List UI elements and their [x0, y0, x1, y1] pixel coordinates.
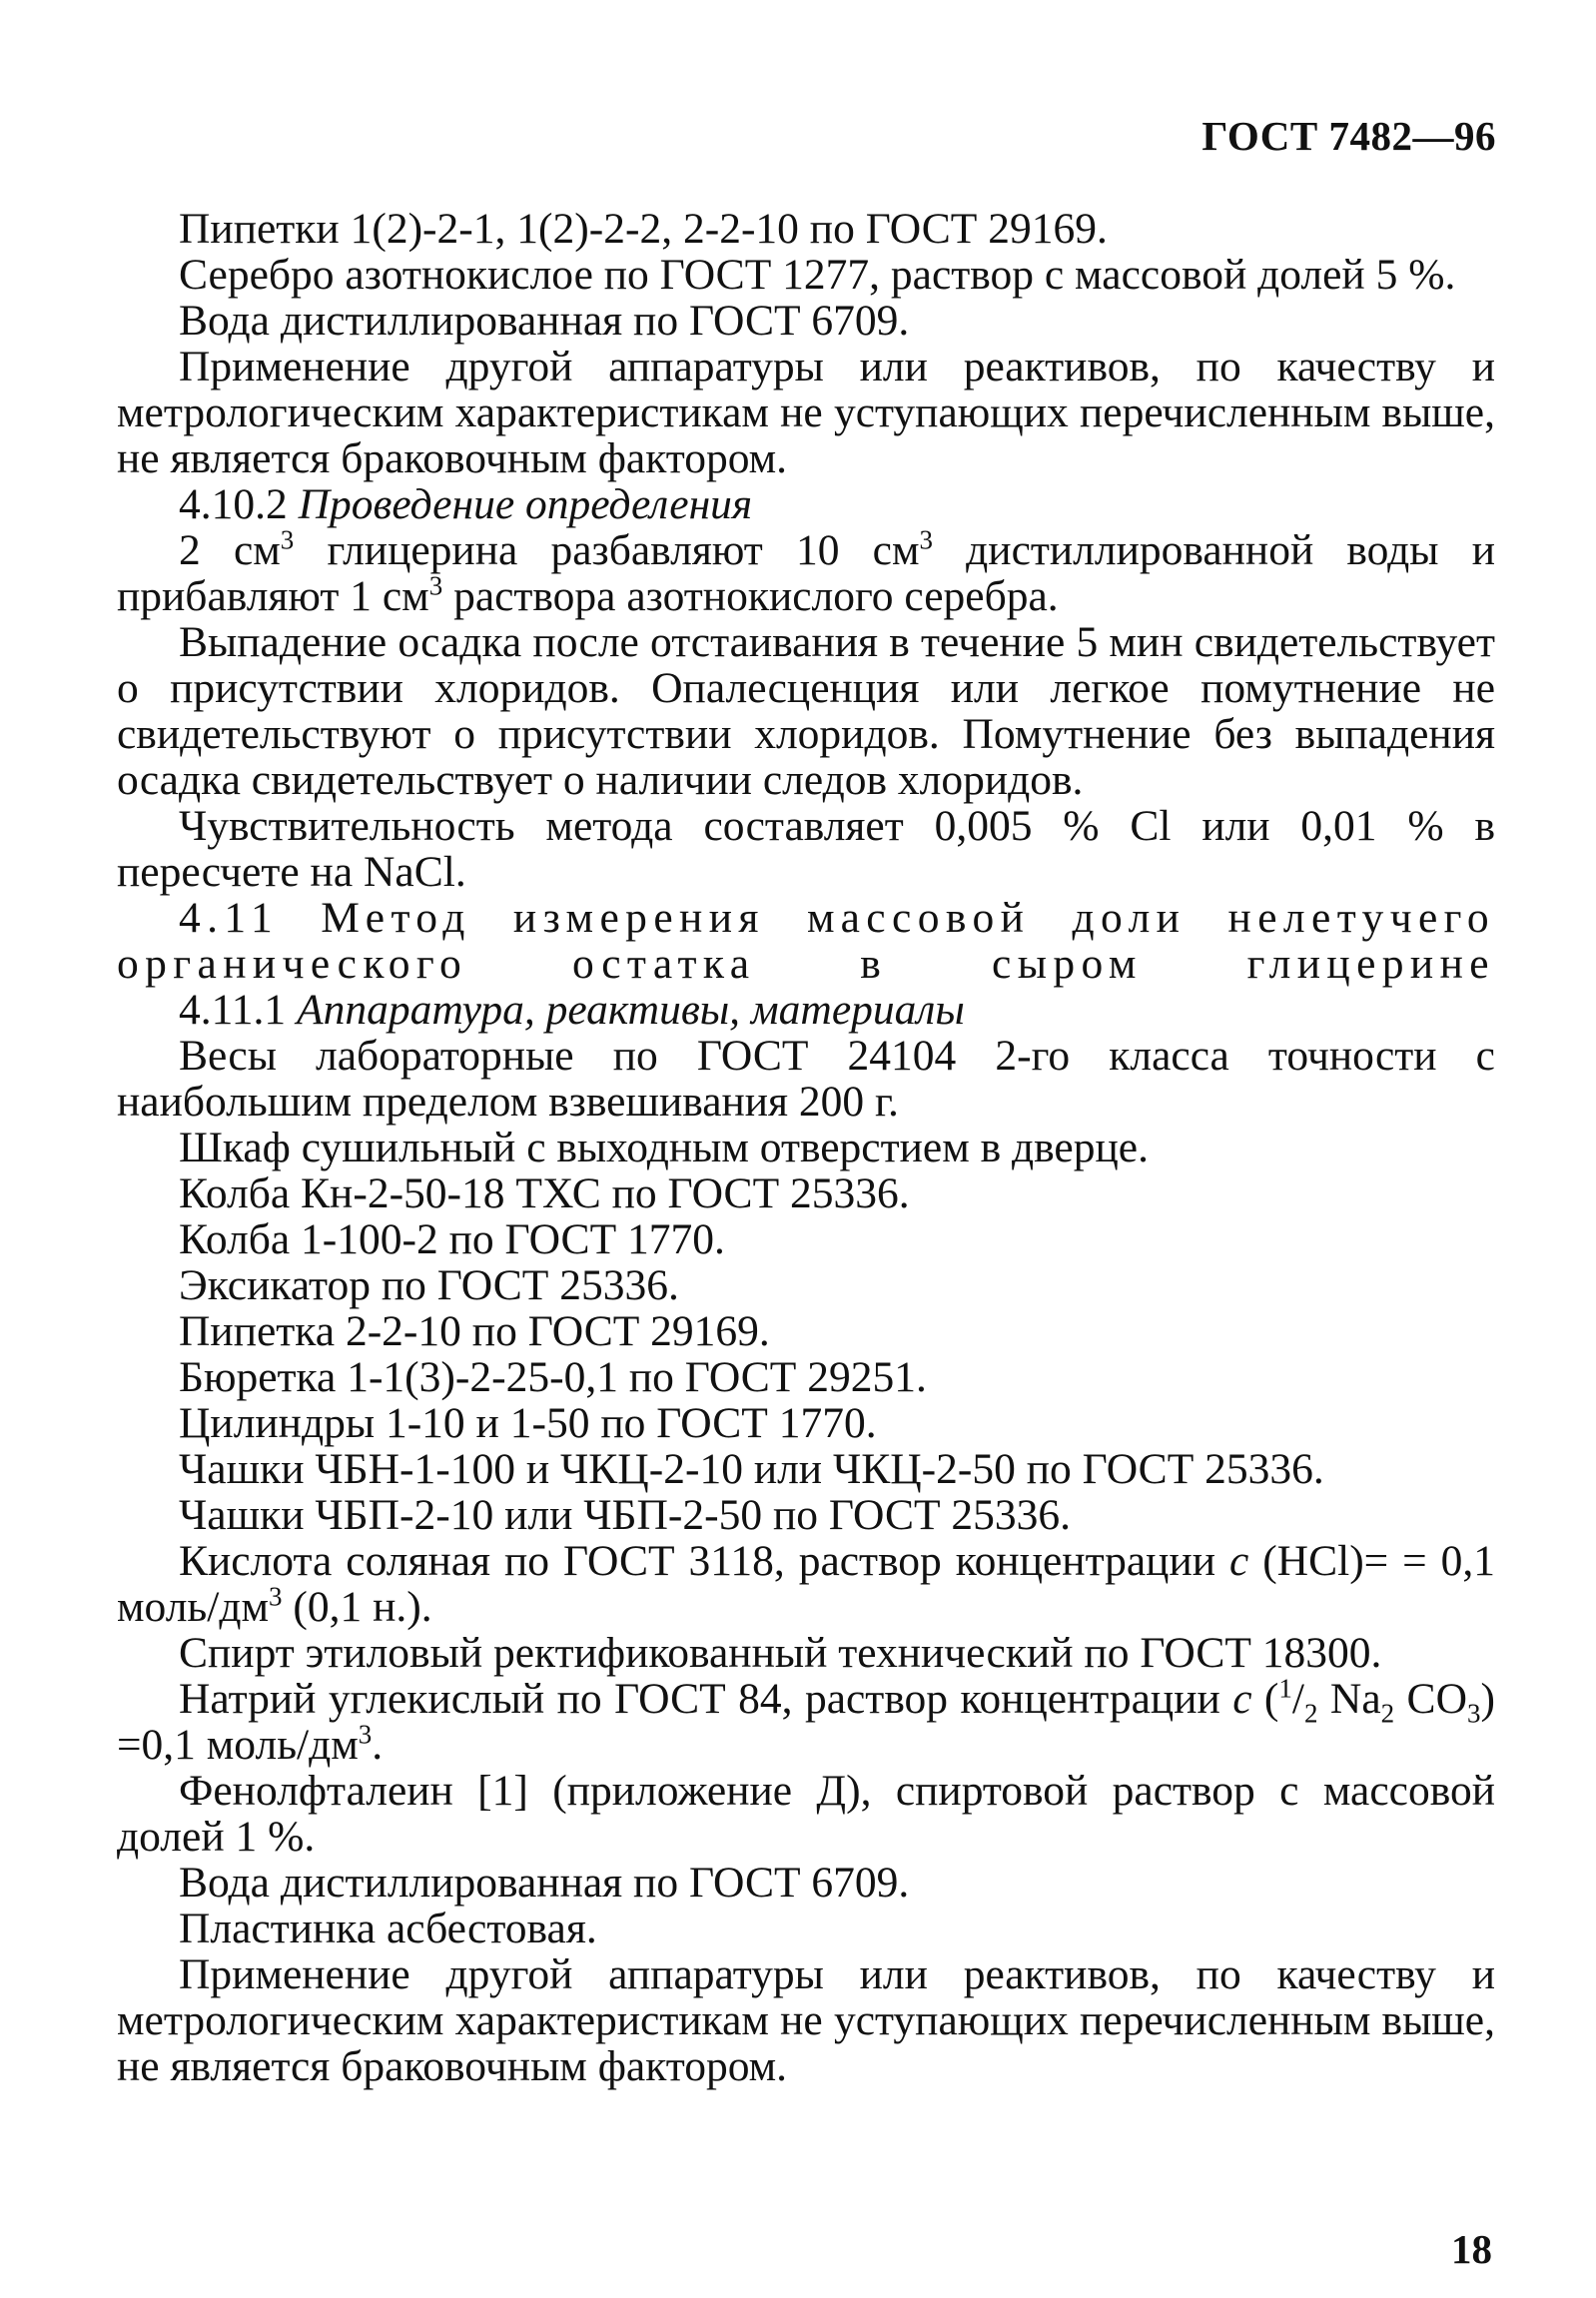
text-run: 2 см	[179, 526, 281, 574]
paragraph-hydrochloric-acid	[117, 1538, 1495, 1630]
paragraph-flask-kn: Колба Кн-2-50-18 ТХС по ГОСТ 25336.	[179, 1169, 910, 1217]
paragraph-distilled-water-2: Вода дистиллированная по ГОСТ 6709.	[179, 1859, 910, 1907]
subscript: 3	[1467, 1698, 1481, 1729]
text-run: раствора азотнокислого серебра.	[442, 572, 1059, 620]
section-number: 4.11.1	[179, 986, 287, 1034]
section-4-11-1-heading	[117, 987, 1495, 1033]
paragraph-dishes-chbp: Чашки ЧБП-2-10 или ЧБП-2-50 по ГОСТ 25336.	[179, 1491, 1072, 1539]
text-run: (0,1 н.).	[282, 1583, 432, 1631]
text-run: Na	[1317, 1675, 1381, 1723]
text-run: Натрий углекислый по ГОСТ 84, раствор концентрации	[179, 1675, 1233, 1723]
concentration-symbol: c	[1228, 1537, 1249, 1585]
paragraph-drying-oven: Шкаф сушильный с выходным отверстием в дверце.	[179, 1124, 1149, 1171]
text-run: дистиллированной воды и прибавляют 1 см	[117, 526, 1495, 620]
superscript: 3	[280, 524, 295, 555]
text-run: ) =0,1 моль/дм	[117, 1675, 1495, 1769]
paragraph-pipette: Пипетка 2-2-10 по ГОСТ 29169.	[179, 1307, 770, 1355]
paragraph-precipitate: Выпадение осадка после отстаивания в течение 5 мин свидетельствует о присутствии хлоридов. Опалесценция или легкое помутнение не свидетельствуют о присутствии хлоридов. Помутнение без выпадения осадка свидетельствует о наличии следов хлоридов.	[117, 618, 1495, 804]
text-run: .	[372, 1721, 384, 1769]
paragraph-desiccator: Эксикатор по ГОСТ 25336.	[179, 1261, 679, 1309]
paragraph-ethyl-alcohol: Спирт этиловый ректификованный технический по ГОСТ 18300.	[179, 1629, 1382, 1677]
text-run: /	[1291, 1675, 1304, 1723]
superscript: 3	[358, 1719, 373, 1750]
subscript: 2	[1380, 1698, 1395, 1729]
text-run: (	[1251, 1675, 1279, 1723]
paragraph-cylinders: Цилиндры 1-10 и 1-50 по ГОСТ 1770.	[179, 1399, 877, 1447]
paragraph-sensitivity: Чувствительность метода составляет 0,005 % Cl или 0,01 % в пересчете на NaCl.	[117, 802, 1495, 896]
paragraph-pipettes: Пипетки 1(2)-2-1, 1(2)-2-2, 2-2-10 по ГОСТ 29169.	[179, 205, 1108, 253]
subscript: 2	[1304, 1698, 1318, 1729]
document-id-header: ГОСТ 7482—96	[1201, 113, 1496, 159]
text-run: (HCl)= = 0,1 моль/дм	[117, 1537, 1495, 1631]
superscript: 1	[1278, 1673, 1292, 1704]
paragraph-burette: Бюретка 1-1(3)-2-25-0,1 по ГОСТ 29251.	[179, 1353, 927, 1401]
paragraph-distilled-water: Вода дистиллированная по ГОСТ 6709.	[179, 297, 910, 345]
paragraph-asbestos-plate: Пластинка асбестовая.	[179, 1905, 597, 1952]
document-body	[117, 206, 1495, 2089]
paragraph-other-equipment-2: Применение другой аппаратуры или реактивов, по качеству и метрологическим характеристикам не уступающих перечисленным выше, не является браковочным фактором.	[117, 1950, 1495, 2090]
text-run: CO	[1394, 1675, 1467, 1723]
page-number: 18	[1451, 2226, 1492, 2272]
section-4-11-heading: 4.11 Метод измерения массовой доли нелетучего органического остатка в сыром глицерине	[117, 894, 1495, 988]
paragraph-dishes-chbn: Чашки ЧБН-1-100 и ЧКЦ-2-10 или ЧКЦ-2-50 по ГОСТ 25336.	[179, 1445, 1324, 1493]
superscript: 3	[919, 524, 933, 555]
paragraph-silver-nitrate: Серебро азотнокислое по ГОСТ 1277, раствор с массовой долей 5 %.	[179, 251, 1456, 299]
paragraph-flask-100: Колба 1-100-2 по ГОСТ 1770.	[179, 1215, 725, 1263]
section-title: Аппаратура, реактивы, материалы	[297, 986, 965, 1034]
paragraph-scales: Весы лабораторные по ГОСТ 24104 2-го класса точности с наибольшим пределом взвешивания 200 г.	[117, 1032, 1495, 1126]
section-number: 4.10.2	[179, 480, 288, 528]
paragraph-other-equipment: Применение другой аппаратуры или реактивов, по качеству и метрологическим характеристикам не уступающих перечисленным выше, не является браковочным фактором.	[117, 343, 1495, 482]
section-4-10-2-heading	[117, 481, 1495, 527]
superscript: 3	[269, 1581, 283, 1612]
text-run: Кислота соляная по ГОСТ 3118, раствор концентрации	[179, 1537, 1229, 1585]
paragraph-sodium-carbonate	[117, 1673, 1495, 1769]
superscript: 3	[428, 570, 443, 601]
concentration-symbol: c	[1232, 1675, 1252, 1723]
paragraph-phenolphthalein: Фенолфталеин [1] (приложение Д), спиртовой раствор с массовой долей 1 %.	[117, 1767, 1495, 1861]
text-run: глицерина разбавляют 10 см	[294, 526, 920, 574]
section-title: Проведение определения	[298, 480, 753, 528]
paragraph-glycerin-dilution	[117, 524, 1495, 620]
